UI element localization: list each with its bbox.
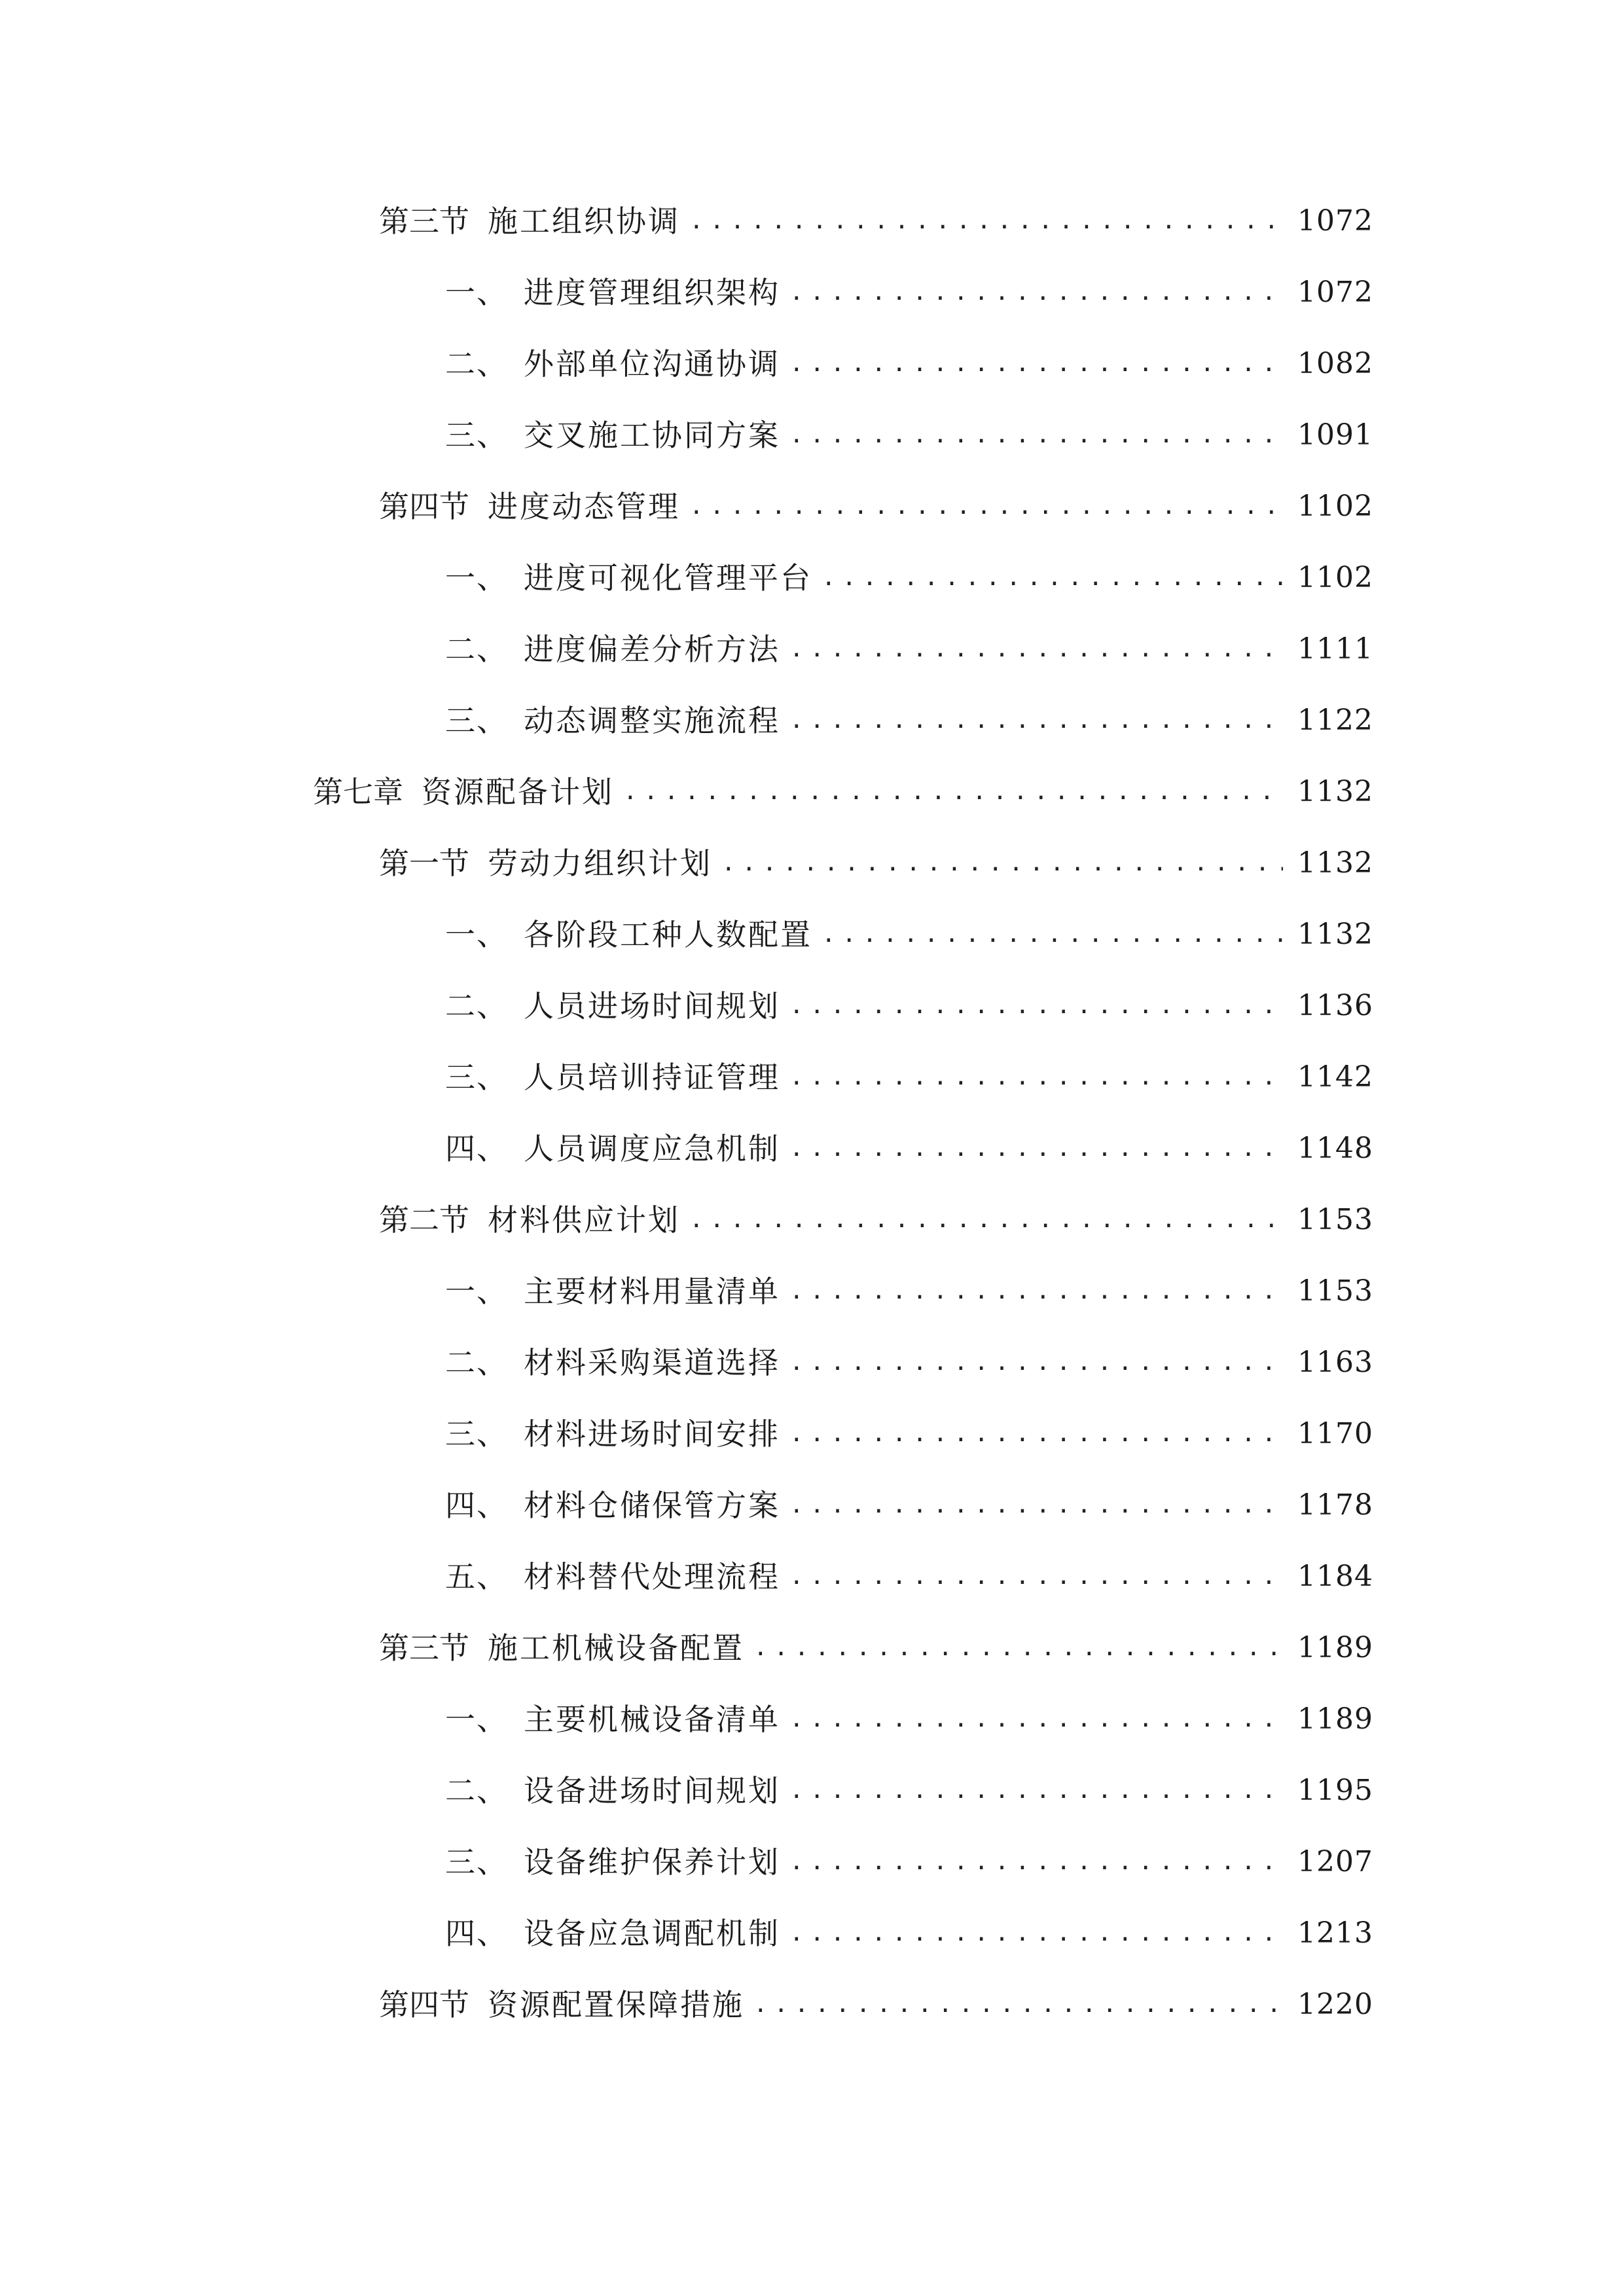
dot-leader [789,412,1283,458]
dot-leader [721,840,1283,886]
toc-entry-page: 1142 [1297,1060,1373,1094]
dot-leader [821,912,1283,958]
toc-entry-page: 1220 [1297,1988,1373,2021]
toc-entry-marker: 一、 [445,1274,508,1309]
dot-leader [623,769,1283,815]
toc-entry-page: 1132 [1297,918,1373,951]
toc-entry-marker: 第四节 [379,489,469,524]
dot-leader [789,1482,1283,1528]
dot-leader [789,1768,1283,1814]
toc-entry[interactable] [445,1126,1373,1172]
toc-entry[interactable] [379,1197,1373,1243]
toc-entry-page: 1102 [1297,561,1373,594]
toc-entry-marker: 三、 [445,1844,508,1880]
dot-leader [753,1625,1283,1671]
toc-entry-marker: 第一节 [379,846,469,881]
toc-entry-page: 1189 [1297,1631,1373,1664]
dot-leader [789,1839,1283,1885]
toc-entry-title: 施工组织协调 [488,204,680,239]
toc-entry-marker: 四、 [445,1131,508,1166]
toc-entry[interactable] [445,341,1373,387]
dot-leader [789,1054,1283,1100]
toc-entry-page: 1072 [1297,204,1373,238]
toc-entry-title: 材料供应计划 [488,1202,680,1238]
toc-entry-title: 材料进场时间安排 [524,1416,780,1452]
toc-entry[interactable] [379,840,1373,886]
toc-entry[interactable] [445,1482,1373,1528]
toc-entry-marker: 第四节 [379,1987,469,2022]
toc-entry-marker: 第三节 [379,1630,469,1666]
toc-entry-page: 1184 [1297,1560,1373,1593]
toc-entry[interactable] [379,484,1373,529]
toc-entry[interactable] [379,198,1373,244]
toc-entry-page: 1178 [1297,1488,1373,1522]
toc-entry-marker: 第三节 [379,204,469,239]
toc-entry-marker: 第七章 [313,774,403,810]
toc-entry-title: 各阶段工种人数配置 [524,917,812,952]
dot-leader [789,1411,1283,1457]
toc-entry-page: 1102 [1297,490,1373,523]
dot-leader [789,270,1283,315]
dot-leader [789,1554,1283,1600]
toc-entry-marker: 一、 [445,275,508,310]
dot-leader [753,1982,1283,2028]
toc-entry-page: 1111 [1297,632,1373,666]
toc-entry-page: 1189 [1297,1702,1373,1736]
toc-entry[interactable] [445,1696,1373,1742]
toc-entry[interactable] [445,1340,1373,1386]
toc-entry-title: 资源配备计划 [422,774,614,810]
toc-entry-marker: 二、 [445,1773,508,1808]
toc-entry-title: 主要机械设备清单 [524,1702,780,1737]
dot-leader [789,341,1283,387]
dot-leader [689,1197,1283,1243]
toc-entry-title: 设备进场时间规划 [524,1773,780,1808]
dot-leader [789,1268,1283,1314]
toc-entry-marker: 二、 [445,632,508,667]
toc-entry-title: 外部单位沟通协调 [524,346,780,382]
toc-entry[interactable] [445,1768,1373,1814]
toc-entry-title: 材料仓储保管方案 [524,1488,780,1523]
toc-entry-page: 1207 [1297,1845,1373,1878]
toc-entry-title: 材料采购渠道选择 [524,1345,780,1380]
toc-entry-marker: 四、 [445,1916,508,1951]
toc-entry-title: 进度可视化管理平台 [524,560,812,596]
toc-entry-page: 1072 [1297,276,1373,309]
toc-entry[interactable] [379,1625,1373,1671]
toc-entry-marker: 三、 [445,418,508,453]
toc-entry[interactable] [445,698,1373,744]
toc-entry-marker: 五、 [445,1559,508,1594]
toc-entry-marker: 二、 [445,1345,508,1380]
toc-entry-marker: 三、 [445,1416,508,1452]
toc-entry-marker: 一、 [445,560,508,596]
toc-entry[interactable] [445,1411,1373,1457]
toc-entry-page: 1136 [1297,989,1373,1022]
toc-entry-title: 进度管理组织架构 [524,275,780,310]
toc-entry-title: 人员进场时间规划 [524,988,780,1024]
toc-entry[interactable] [313,769,1373,815]
toc-entry-page: 1132 [1297,846,1373,880]
toc-entry-page: 1195 [1297,1774,1373,1807]
dot-leader [789,983,1283,1029]
toc-entry-marker: 第二节 [379,1202,469,1238]
toc-entry-title: 交叉施工协同方案 [524,418,780,453]
toc-entry-marker: 三、 [445,1060,508,1095]
dot-leader [789,1696,1283,1742]
dot-leader [789,626,1283,672]
toc-entry-title: 设备应急调配机制 [524,1916,780,1951]
toc-entry-marker: 一、 [445,1702,508,1737]
toc-entry[interactable] [445,412,1373,458]
toc-entry-page: 1082 [1297,347,1373,380]
toc-entry-page: 1153 [1297,1203,1373,1236]
toc-entry-title: 人员培训持证管理 [524,1060,780,1095]
toc-entry-title: 施工机械设备配置 [488,1630,744,1666]
toc-entry-page: 1163 [1297,1346,1373,1379]
toc-entry-page: 1213 [1297,1916,1373,1950]
toc-entry-page: 1170 [1297,1417,1373,1450]
toc-entry[interactable] [445,1268,1373,1314]
toc-entry-page: 1091 [1297,418,1373,452]
toc-entry-marker: 二、 [445,988,508,1024]
dot-leader [789,1340,1283,1386]
toc-entry-title: 进度动态管理 [488,489,680,524]
toc-entry-marker: 二、 [445,346,508,382]
toc-entry[interactable] [445,1910,1373,1956]
dot-leader [789,1910,1283,1956]
toc-entry-page: 1132 [1297,775,1373,808]
toc-entry[interactable] [445,983,1373,1029]
toc-entry-page: 1122 [1297,704,1373,737]
toc-entry[interactable] [445,1054,1373,1100]
toc-entry[interactable] [445,270,1373,315]
toc-entry-title: 资源配置保障措施 [488,1987,744,2022]
toc-entry-marker: 四、 [445,1488,508,1523]
toc-entry-page: 1153 [1297,1274,1373,1308]
toc-entry[interactable] [445,555,1373,601]
toc-entry-marker: 三、 [445,703,508,738]
toc-entry-title: 劳动力组织计划 [488,846,712,881]
toc-entry-title: 动态调整实施流程 [524,703,780,738]
toc-entry[interactable] [445,626,1373,672]
toc-entry-marker: 一、 [445,917,508,952]
toc-entry-page: 1148 [1297,1132,1373,1165]
toc-entry[interactable] [445,912,1373,958]
dot-leader [789,698,1283,744]
toc-entry-title: 进度偏差分析方法 [524,632,780,667]
toc-entry-title: 设备维护保养计划 [524,1844,780,1880]
toc-entry[interactable] [379,1982,1373,2028]
dot-leader [689,198,1283,244]
dot-leader [789,1126,1283,1172]
dot-leader [689,484,1283,529]
toc-entry[interactable] [445,1839,1373,1885]
dot-leader [821,555,1283,601]
toc-entry[interactable] [445,1554,1373,1600]
toc-entry-title: 主要材料用量清单 [524,1274,780,1309]
toc-entry-title: 人员调度应急机制 [524,1131,780,1166]
toc-entry-title: 材料替代处理流程 [524,1559,780,1594]
